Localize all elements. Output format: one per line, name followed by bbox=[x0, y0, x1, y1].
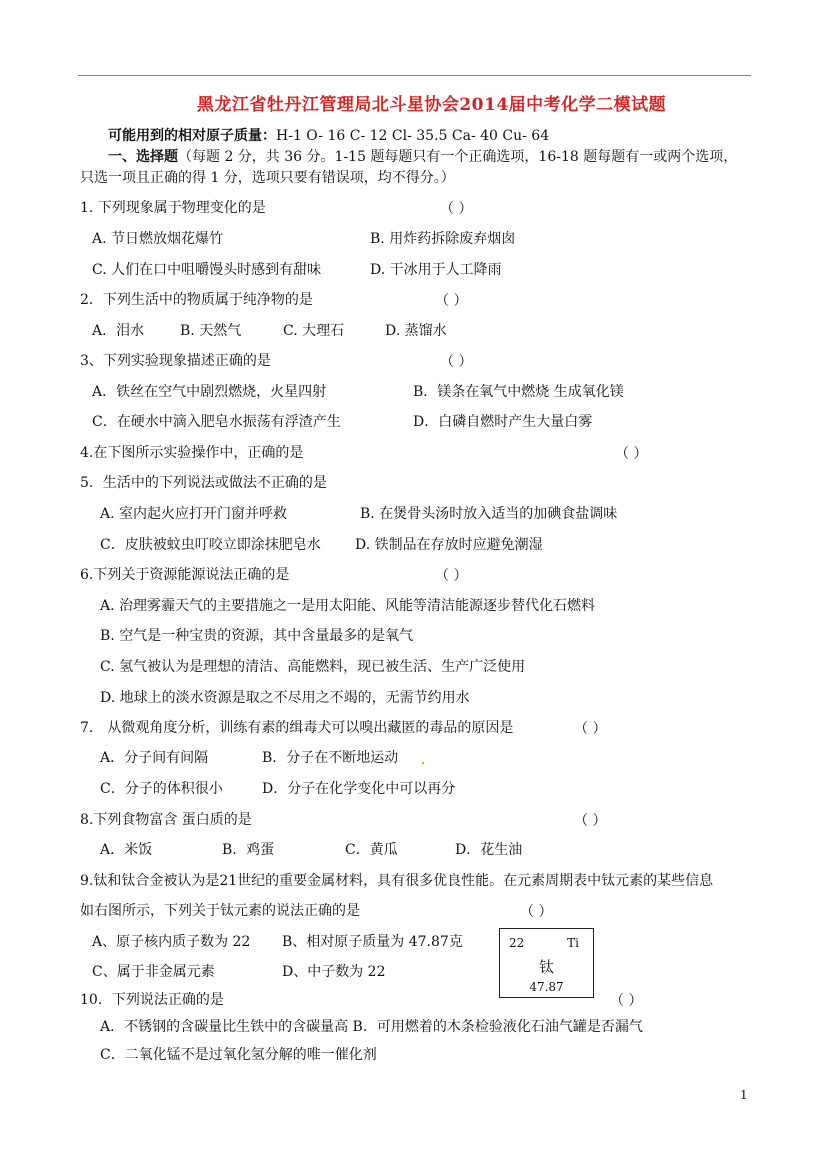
option: C．黄瓜 bbox=[345, 842, 398, 858]
atomic-masses bbox=[108, 126, 549, 146]
section-instructions-2: 只选一项且正确的得 1 分，选项只要有错误项，均不得分。） bbox=[80, 170, 455, 186]
option: C．分子的体积很小 bbox=[100, 781, 223, 797]
option: C．在硬水中滴入肥皂水振荡有浮渣产生 bbox=[92, 414, 341, 430]
option: C. 大理石 bbox=[283, 323, 345, 339]
option: B．鸡蛋 bbox=[222, 842, 275, 858]
option: A．泪水 bbox=[92, 323, 145, 339]
option: A. 节日燃放烟花爆竹 bbox=[92, 231, 224, 247]
option: D. 铁制品在存放时应避免潮湿 bbox=[355, 537, 543, 553]
answer-paren: （ ） bbox=[610, 993, 643, 1009]
option: B．镁条在氧气中燃烧 生成氧化镁 bbox=[413, 384, 624, 400]
option: A. 治理雾霾天气的主要措施之一是用太阳能、风能等清洁能源逐步替代化石燃料 bbox=[100, 598, 596, 614]
atomic-masses-label: 可能用到的相对原子质量： bbox=[108, 128, 276, 144]
question-stem: 3、下列实验现象描述正确的是 bbox=[80, 353, 271, 369]
question-stem-continued: 如右图所示，下列关于钛元素的说法正确的是 bbox=[80, 903, 360, 919]
answer-paren: （ ） bbox=[520, 904, 553, 920]
answer-paren: （ ） bbox=[435, 568, 468, 584]
section-heading: 一、选择题 bbox=[108, 149, 178, 165]
question-stem: 2．下列生活中的物质属于纯净物的是 bbox=[80, 292, 313, 308]
option: C．二氧化锰不是过氧化氢分解的唯一催化剂 bbox=[100, 1047, 377, 1063]
section-heading-line bbox=[108, 147, 737, 167]
question-stem: 1. 下列现象属于物理变化的是 bbox=[80, 200, 266, 216]
question-stem: 9.钛和钛合金被认为是21世纪的重要金属材料，具有很多优良性能。在元素周期表中钛元素的某些信息 bbox=[80, 873, 714, 889]
option: D．分子在化学变化中可以再分 bbox=[262, 781, 456, 797]
element-symbol: Ti bbox=[567, 936, 579, 950]
answer-paren: （ ） bbox=[574, 721, 607, 737]
page-number: 1 bbox=[740, 1088, 748, 1102]
option: A．米饭 bbox=[100, 842, 153, 858]
option: B. 用炸药拆除废弃烟囱 bbox=[370, 231, 516, 247]
answer-paren: （ ） bbox=[435, 293, 468, 309]
atomic-masses-values: H-1 O- 16 C- 12 Cl- 35.5 Ca- 40 Cu- 64 bbox=[276, 128, 550, 144]
stray-mark bbox=[422, 762, 424, 764]
option: A、原子核内质子数为 22 bbox=[92, 934, 251, 950]
option: D. 地球上的淡水资源是取之不尽用之不竭的，无需节约用水 bbox=[100, 690, 470, 706]
atomic-mass: 47.87 bbox=[529, 980, 564, 994]
option: D. 蒸馏水 bbox=[385, 323, 447, 339]
header-rule bbox=[78, 75, 751, 76]
question-stem: 5．生活中的下列说法或做法不正确的是 bbox=[80, 475, 327, 491]
question-stem: 8.下列食物富含 蛋白质的是 bbox=[80, 812, 252, 828]
option: B、相对原子质量为 47.87克 bbox=[282, 934, 463, 950]
option: A．不锈钢的含碳量比生铁中的含碳量高 B．可用燃着的木条检验液化石油气罐是否漏气 bbox=[100, 1019, 643, 1035]
option: A．分子间有间隔 bbox=[100, 750, 209, 766]
option: C．皮肤被蚊虫叮咬立即涂抹肥皂水 bbox=[100, 537, 321, 553]
option: A．铁丝在空气中剧烈燃烧，火星四射 bbox=[92, 384, 327, 400]
atomic-number: 22 bbox=[509, 936, 525, 950]
option: C. 人们在口中咀嚼馒头时感到有甜味 bbox=[92, 262, 322, 278]
answer-paren: （ ） bbox=[615, 446, 648, 462]
option: B．分子在不断地运动 bbox=[262, 750, 399, 766]
option: D、中子数为 22 bbox=[282, 964, 386, 980]
option: A. 室内起火应打开门窗并呼救 bbox=[100, 506, 288, 522]
option: C. 氢气被认为是理想的清洁、高能燃料，现已被生活、生产广泛使用 bbox=[100, 659, 526, 675]
option: D．白磷自燃时产生大量白雾 bbox=[413, 414, 593, 430]
answer-paren: （ ） bbox=[440, 201, 473, 217]
option: C、属于非金属元素 bbox=[92, 964, 215, 980]
option: D. 干冰用于人工降雨 bbox=[370, 262, 502, 278]
question-stem: 6.下列关于资源能源说法正确的是 bbox=[80, 567, 290, 583]
option: B. 空气是一种宝贵的资源，其中含量最多的是氧气 bbox=[100, 628, 414, 644]
section-instructions-1: （每题 2 分，共 36 分。1-15 题每题只有一个正确选项，16-18 题每题有一或两个选项， bbox=[178, 149, 738, 165]
answer-paren: （ ） bbox=[440, 354, 473, 370]
question-stem: 4.在下图所示实验操作中，正确的是 bbox=[80, 445, 304, 461]
element-card-titanium bbox=[499, 928, 594, 998]
page-title: 黑龙江省牡丹江管理局北斗星协会2014届中考化学二模试题 bbox=[196, 95, 667, 115]
option: D．花生油 bbox=[455, 842, 523, 858]
answer-paren: （ ） bbox=[574, 813, 607, 829]
question-stem: 10．下列说法正确的是 bbox=[80, 992, 224, 1008]
option: B. 在煲骨头汤时放入适当的加碘食盐调味 bbox=[360, 506, 618, 522]
option: B. 天然气 bbox=[180, 323, 242, 339]
question-stem: 7． 从微观角度分析，训练有素的缉毒犬可以嗅出藏匿的毒品的原因是 bbox=[80, 720, 514, 736]
element-name: 钛 bbox=[538, 958, 554, 976]
